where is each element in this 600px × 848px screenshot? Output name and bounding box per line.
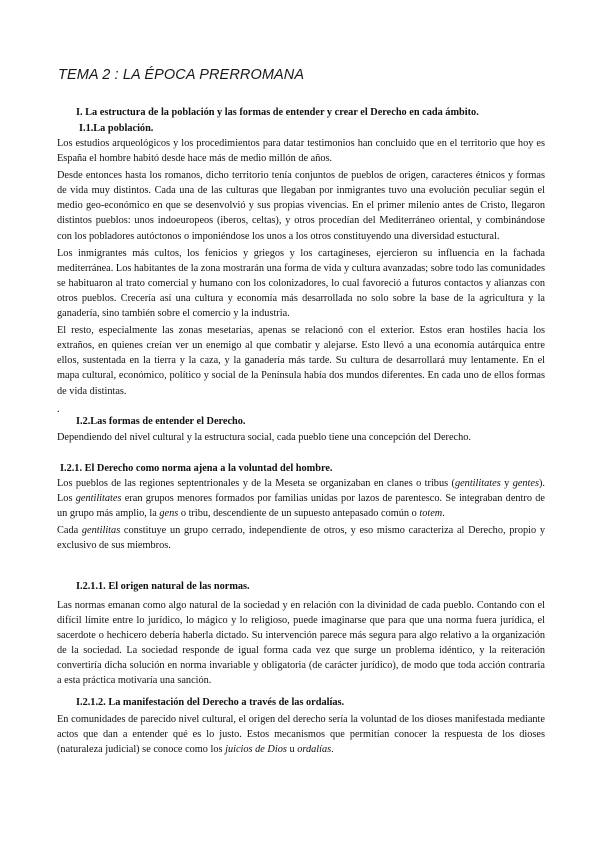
latin-term: gentilitates	[454, 478, 501, 489]
text: .	[331, 744, 334, 756]
latin-term: ordalías	[297, 744, 332, 756]
text: o tribu, descendiente de un supuesto antepasado común o	[178, 508, 420, 520]
text: Cada	[57, 525, 82, 537]
paragraph: El resto, especialmente las zonas mesetarias, apenas se relacionó con el exterior. Estos eran hostiles hacia los extraños, en quienes creían ver un enemigo al que combatir y alejarse. Esto llevó a una economía autárquica entre ellos, sustentada en la tierra y la caza, y la ganadería más tarde. Su cultura de desarrollará muy lentamente. En el mapa cultural, económico, político y social de la Península había dos mundos diferentes. En cada uno de ellos formas de vida distintas.	[57, 325, 545, 397]
latin-term: totem	[419, 508, 443, 520]
subsection-heading-1-2-1: I.2.1. El Derecho como norma ajena a la voluntad del hombre.	[60, 463, 333, 474]
section-1-1-body	[57, 136, 545, 417]
paragraph: Los estudios arqueológicos y los procedimientos para datar testimonios han concluido que en el territorio que hoy es España el hombre habitó desde hace más de medio millón de años.	[57, 138, 545, 165]
text: y	[500, 478, 513, 489]
latin-term: juicios de Dios	[225, 744, 287, 756]
section-heading-1: I. La estructura de la población y las formas de entender y crear el Derecho en cada ámbito.	[76, 107, 479, 118]
paragraph: Dependiendo del nivel cultural y la estructura social, cada pueblo tiene una concepción del Derecho.	[57, 432, 471, 443]
paragraph: Los inmigrantes más cultos, los fenicios y griegos y los cartagineses, ejercieron su influencia en la fachada mediterránea. Los habitantes de la zona mostrarán una forma de vida y cultura avanzadas; sobre todo las comunidades se habituaron al trato comercial y humano con los colonizadores, lo cual favoreció a futuros contactos y alianzas con otros pueblos. Crecería así una cultura y economía más desarrollada no solo sobre la base de la agricultura y la ganadería, sino también sobre el comercio y la industria.	[57, 247, 545, 320]
subsection-heading-1-2-1-1: I.2.1.1. El origen natural de las normas.	[76, 581, 250, 592]
latin-term: gentilitates	[75, 493, 122, 505]
separator-dot: .	[57, 403, 60, 415]
subsection-heading-1-2-1-2: I.2.1.2. La manifestación del Derecho a través de las ordalías.	[76, 697, 345, 708]
page-title: TEMA 2 : LA ÉPOCA PRERROMANA	[58, 67, 305, 83]
latin-term: gentes	[512, 478, 539, 489]
paragraph: Desde entonces hasta los romanos, dicho territorio tenía conjuntos de pueblos de origen, caracteres étnicos y formas de vida muy distintos. Cada una de las culturas que llegaban por inmigrantes tuvo una evolución peculiar según el medio geo-económico en que se desenvolvió y sus propias vivencias. En el primer milenio antes de Cristo, llegaron distintos pueblos: unos indoeuropeos (iberos, celtas), y otros procedían del Mediterráneo oriental, y combinándose con los pobladores autóctonos o imponiéndose los unos a los otros constituyendo una diversidad estuctural.	[57, 170, 545, 242]
latin-term: gentilitas	[81, 525, 121, 537]
subsection-heading-1-2: I.2.Las formas de entender el Derecho.	[76, 416, 246, 427]
text: constituye un grupo cerrado, independiente de otros, y eso mismo caracteriza al Derecho, propio y exclusivo de sus miembros.	[57, 525, 545, 552]
section-1-2-1-body	[57, 476, 545, 553]
paragraph: Las normas emanan como algo natural de la sociedad y en relación con la divinidad de cada pueblo. Contando con el difícil límite entre lo jurídico, lo mágico y lo religioso, puede imaginarse que para que una norma fuera jurídica, el sacerdote o hechicero debería haberla dictado. Su intervención parece más segura para algo relativo a la organización de la sociedad. La sociedad responde de igual forma cada vez que surge un problema idéntico, y la reiteración convertiría dicha solución en norma invariable y obligatoria (de carácter jurídico), de modo que toda acción contraria a esta práctica motivaría una sanción.	[57, 600, 545, 687]
text: u	[286, 744, 298, 756]
paragraph	[57, 712, 545, 757]
section-1-2-1-1-body	[57, 598, 545, 689]
paragraph	[57, 523, 545, 553]
subsection-heading-1-1: I.1.La población.	[79, 123, 154, 134]
text: .	[442, 508, 445, 520]
text: Los pueblos de las regiones septentrionales y de la Meseta se organizaban en clanes o tribus (	[57, 478, 455, 489]
paragraph	[57, 476, 545, 521]
text: ). Los	[57, 478, 546, 505]
latin-term: gens	[159, 508, 179, 520]
text: En comunidades de parecido nivel cultural, el origen del derecho sería la voluntad de los dioses manifestada mediante actos que dan a entender qué es lo justo. Estos mecanismos que permitían conocer la respuesta de los dioses (naturaleza judicial) se conoce como los	[57, 714, 545, 756]
text: eran grupos menores formados por familias unidas por lazos de parentesco. Se integraban dentro de un grupo más amplio, la	[57, 493, 545, 520]
section-1-2-1-2-body	[57, 712, 545, 757]
section-1-2-body	[57, 430, 545, 445]
